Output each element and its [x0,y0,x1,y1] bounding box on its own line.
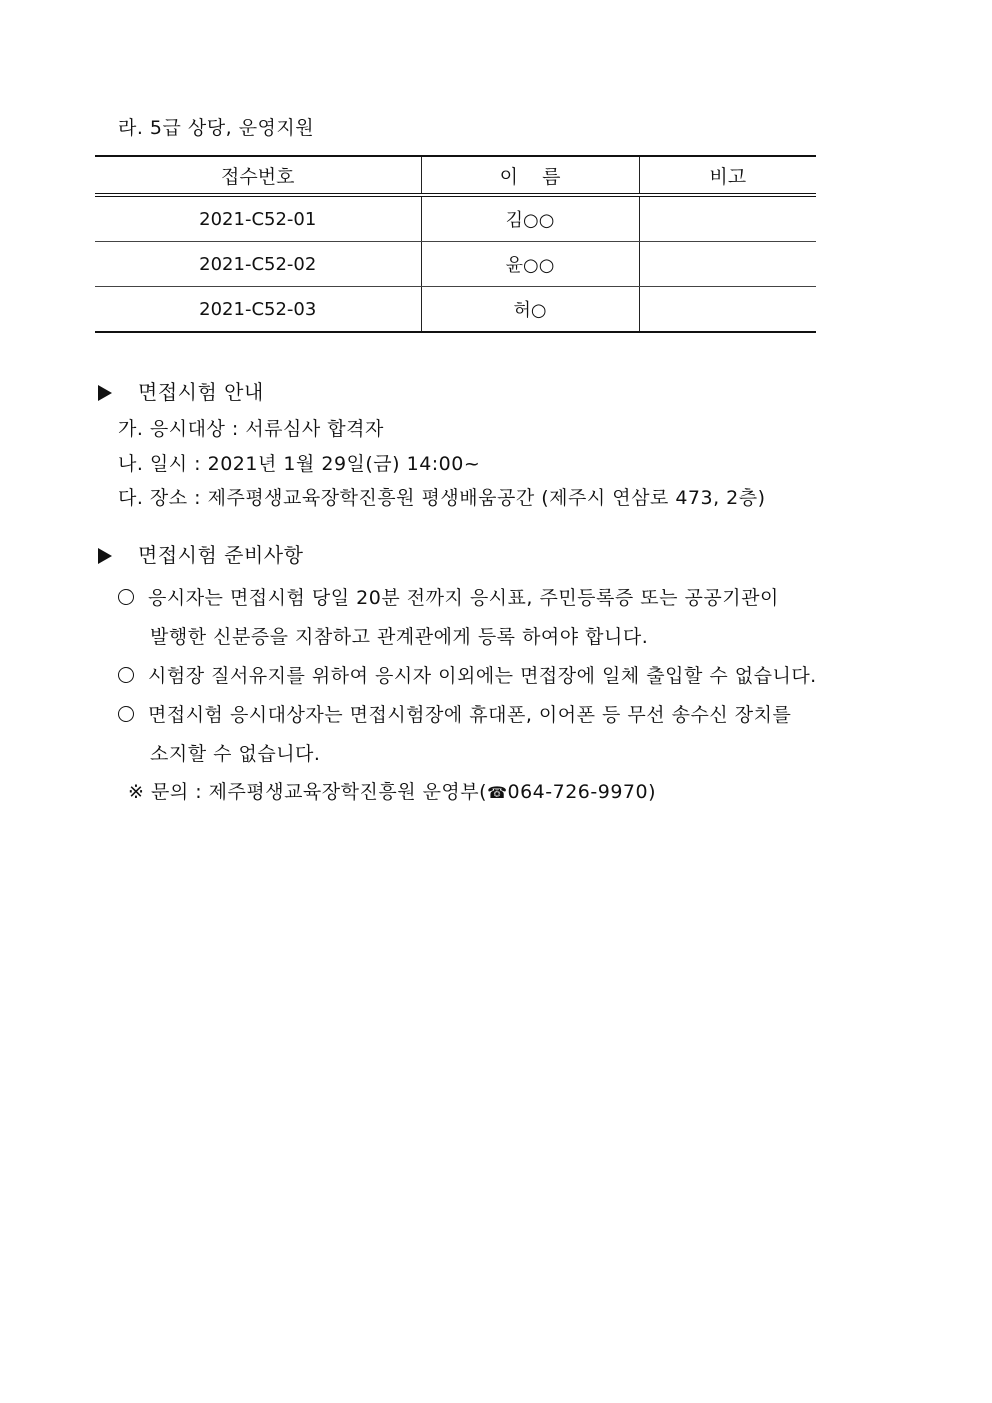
phone-icon: ☎ [487,783,508,802]
cell-note [639,287,816,333]
header-note: 비고 [639,156,816,195]
circle-bullet-icon [118,706,134,722]
cell-number: 2021-C52-02 [95,242,421,287]
triangle-arrow-icon [98,385,112,401]
cell-name: 김○○ [421,195,639,242]
header-number: 접수번호 [95,156,421,195]
cell-number: 2021-C52-01 [95,195,421,242]
circle-bullet-icon [118,667,134,683]
prep-item-continued: 발행한 신분증을 지참하고 관계관에게 등록 하여야 합니다. [150,626,649,648]
table-row [95,195,816,242]
prep-item-continued: 소지할 수 없습니다. [150,743,321,765]
table-row [95,287,816,333]
cell-name: 허○ [421,287,639,333]
guide-title: 면접시험 안내 [138,380,264,404]
prep-heading [98,543,303,567]
cell-number: 2021-C52-03 [95,287,421,333]
prep-item: 응시자는 면접시험 당일 20분 전까지 응시표, 주민등록증 또는 공공기관이 [118,586,779,610]
triangle-arrow-icon [98,548,112,564]
cell-note [639,195,816,242]
prep-title: 면접시험 준비사항 [138,543,304,567]
cell-name: 윤○○ [421,242,639,287]
prep-item: 면접시험 응시대상자는 면접시험장에 휴대폰, 이어폰 등 무선 송수신 장치를 [118,703,791,727]
cell-note [639,242,816,287]
contact-note: ※ 문의 : 제주평생교육장학진흥원 운영부(☎064-726-9970) [128,781,657,803]
table-row [95,242,816,287]
guide-item: 다. 장소 : 제주평생교육장학진흥원 평생배움공간 (제주시 연삼로 473, 2층) [118,487,766,509]
table-header-row [95,156,816,195]
guide-heading [98,380,264,404]
result-table [95,155,816,333]
guide-item: 나. 일시 : 2021년 1월 29일(금) 14:00~ [118,453,481,475]
section-title: 라. 5급 상당, 운영지원 [118,117,315,139]
circle-bullet-icon [118,589,134,605]
prep-item: 시험장 질서유지를 위하여 응시자 이외에는 면접장에 일체 출입할 수 없습니다. [118,664,817,688]
header-name: 이 름 [421,156,639,195]
guide-item: 가. 응시대상 : 서류심사 합격자 [118,418,384,440]
